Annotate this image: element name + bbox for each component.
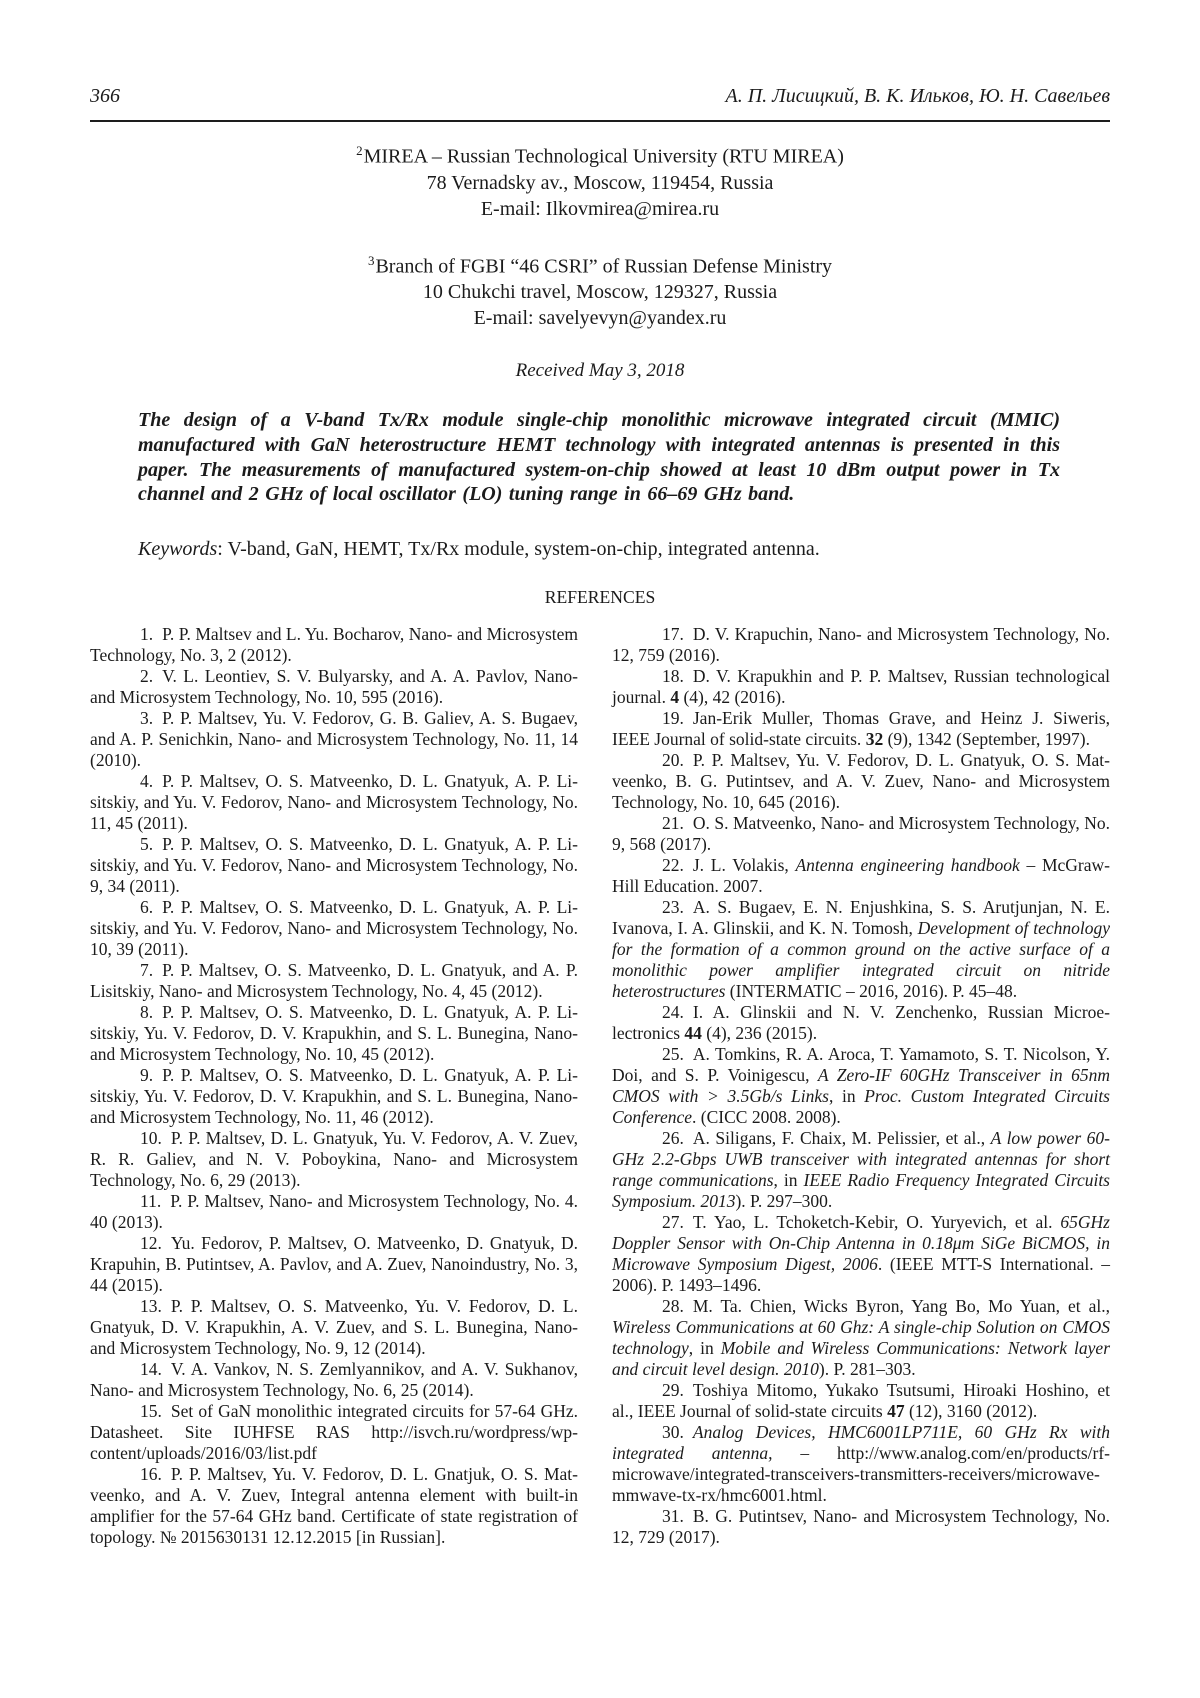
reference-number: 21.: [662, 812, 684, 833]
reference-text: B. G. Putintsev, Nano- and Microsystem Technology, No. 12, 729 (2017).: [612, 1505, 1110, 1547]
reference-text: D. V. Krapukhin and P. P. Maltsev, Russian technological journal.: [612, 665, 1110, 707]
reference-number: 6.: [140, 896, 154, 917]
reference-text: Wireless Communications at 60 Ghz: A single-chip Solution on CMOS technology: [612, 1316, 1110, 1358]
reference-text: (12), 3160 (2012).: [904, 1400, 1038, 1421]
reference-number: 29.: [662, 1379, 684, 1400]
affiliation-email: E-mail: Ilkovmirea@mirea.ru: [480, 197, 720, 220]
reference-text: A Zero-IF 60GHz Transceiver in 65nm CMOS with > 3.5Gb/s Links: [612, 1064, 1110, 1106]
reference-text: Toshiya Mitomo, Yukako Tsutsumi, Hiroaki Hoshino, et al., IEEE Journal of solid-state circuits: [612, 1379, 1110, 1421]
reference-text: P. P. Maltsev, Yu. V. Fedorov, D. L. Gnatjuk, O. S. Matveenko, and A. V. Zuev, Integral antenna element with built-in amplifier for the 57-64 GHz band. Certificate of state registration of topology. № 2015630131 12.12.2015 [in Russian].: [90, 1463, 578, 1547]
reference-text: P. P. Maltsev, O. S. Matveenko, D. L. Gnatyuk, and A. P. Lisitskiy, Nano- and Microsystem Technology, No. 4, 45 (2012).: [90, 959, 578, 1001]
affiliation-email: E-mail: savelyevyn@yandex.ru: [473, 307, 727, 330]
reference-item: [612, 855, 1110, 897]
affiliation-superscript: 3: [367, 252, 375, 268]
reference-text: 65GHz Doppler Sensor with On-Chip Antenna in 0.18μm SiGe BiCMOS, in Microwave Symposium Digest, 2006: [612, 1211, 1110, 1274]
keywords-label: Keywords: [138, 537, 218, 560]
reference-text: Antenna engineering handbook: [795, 854, 1020, 875]
reference-item: [612, 666, 1110, 708]
reference-text: 32: [865, 728, 884, 749]
reference-text: A. Tomkins, R. A. Aroca, T. Yamamoto, S. T. Nicolson, Y. Doi, and S. P. Voinigescu,: [612, 1043, 1110, 1085]
reference-text: T. Yao, L. Tchoketch-Kebir, O. Yuryevich, et al.: [692, 1211, 1061, 1232]
reference-number: 22.: [662, 854, 684, 875]
affiliation-name: [90, 138, 1110, 170]
abstract-paragraph: The design of a V-band Tx/Rx module single-chip monolithic microwave integrated circuit (MMIC) manufactured with GaN heterostructure HEMT technology with integrated antennas is presented in this paper. The measurements of manufactured system-on-chip showed at least 10 dBm output power in Tx channel and 2 GHz of local oscillator (LO) tuning range in 66–69 GHz band.: [138, 409, 1060, 506]
reference-number: 16.: [140, 1463, 162, 1484]
reference-text: 44: [684, 1022, 702, 1043]
reference-text: IEEE Radio Frequency Integrated Circuits Symposium. 2013: [612, 1169, 1110, 1211]
reference-item: [612, 750, 1110, 813]
received-date: Received May 3, 2018: [515, 360, 685, 382]
reference-item: [612, 1296, 1110, 1380]
reference-text: Set of GaN monolithic integrated circuits for 57-64 GHz. Datasheet. Site IUHFSE RAS http://isvch.ru/wordpress/wp-content/uploads/2016/03/list.pdf: [90, 1400, 578, 1463]
reference-number: 26.: [662, 1127, 684, 1148]
reference-item: [90, 897, 578, 960]
affiliation-address: 78 Vernadsky av., Moscow, 119454, Russia: [426, 171, 774, 194]
reference-item: [612, 1506, 1110, 1548]
page-number: 366: [90, 85, 120, 107]
reference-text: . (IEEE MTT-S International. – 2006). P. 1493–1496.: [612, 1253, 1111, 1295]
affiliation-name: [90, 248, 1110, 280]
reference-number: 27.: [662, 1211, 684, 1232]
reference-text: V. L. Leontiev, S. V. Bulyarsky, and A. A. Pavlov, Nano- and Microsystem Technology, No. 10, 595 (2016).: [90, 665, 578, 707]
keywords-text: : V-band, GaN, HEMT, Tx/Rx module, system-on-chip, integrated antenna.: [217, 537, 820, 560]
reference-text: Mobile and Wireless Communications: Network layer and circuit level design. 2010: [612, 1337, 1111, 1379]
reference-text: (4), 42 (2016).: [679, 686, 786, 707]
reference-item: [90, 1233, 578, 1296]
reference-text: – http://www.analog.com/en/products/rf-microwave/integrated-transceivers-transmitters-receivers/microwave-mmwave-tx-rx/hmc6001.html.: [612, 1442, 1111, 1505]
reference-text: P. P. Maltsev, O. S. Matveenko, D. L. Gnatyuk, A. P. Lisitskiy, and Yu. V. Fedorov, Nano- and Microsystem Technology, No. 9, 34 (2011).: [90, 833, 578, 896]
reference-text: Jan-Erik Muller, Thomas Grave, and Heinz J. Siweris, IEEE Journal of solid-state circuits.: [612, 707, 1110, 749]
reference-text: (INTERMATIC – 2016, 2016). P. 45–48.: [725, 980, 1018, 1001]
reference-item: [90, 708, 578, 771]
reference-item: [90, 1464, 578, 1548]
keywords-line: [138, 537, 1060, 561]
reference-text: Proc. Custom Integrated Circuits Conference: [612, 1085, 1110, 1127]
reference-text: Yu. Fedorov, P. Maltsev, O. Matveenko, D. Gnatyuk, D. Krapuhin, B. Putintsev, A. Pavlov, and A. Zuev, Nanoindustry, No. 3, 44 (2015).: [90, 1232, 578, 1295]
reference-number: 4.: [140, 770, 154, 791]
reference-number: 31.: [662, 1505, 684, 1526]
reference-number: 10.: [140, 1127, 162, 1148]
reference-text: I. A. Glinskii and N. V. Zenchenko, Russian Microelectronics: [612, 1001, 1110, 1043]
reference-text: P. P. Maltsev, O. S. Matveenko, D. L. Gnatyuk, A. P. Lisitskiy, Yu. V. Fedorov, D. V. Krapukhin, and S. L. Bunegina, Nano- and Microsystem Technology, No. 11, 46 (2012).: [90, 1064, 578, 1127]
reference-text: P. P. Maltsev, Yu. V. Fedorov, G. B. Galiev, A. S. Bugaev, and A. P. Senichkin, Nano- and Microsystem Technology, No. 11, 14 (2010).: [90, 707, 578, 770]
references-column-right: [612, 624, 1110, 1548]
reference-number: 2.: [140, 665, 154, 686]
reference-item: [612, 708, 1110, 750]
reference-text: P. P. Maltsev, Nano- and Microsystem Technology, No. 4. 40 (2013).: [90, 1190, 578, 1232]
reference-number: 12.: [140, 1232, 162, 1253]
reference-number: 8.: [140, 1001, 154, 1022]
reference-item: [90, 1401, 578, 1464]
reference-number: 13.: [140, 1295, 162, 1316]
reference-text: P. P. Maltsev and L. Yu. Bocharov, Nano- and Microsystem Technology, No. 3, 2 (2012).: [90, 623, 578, 665]
reference-text: D. V. Krapuchin, Nano- and Microsystem Technology, No. 12, 759 (2016).: [612, 623, 1110, 665]
reference-item: [90, 624, 578, 666]
reference-item: [90, 1296, 578, 1359]
reference-number: 7.: [140, 959, 154, 980]
reference-text: Development of technology for the formation of a common ground on the active surface of a monolithic power amplifier integrated circuit on nitride heterostructures: [612, 917, 1110, 1001]
reference-item: [612, 813, 1110, 855]
reference-text: P. P. Maltsev, Yu. V. Fedorov, D. L. Gnatyuk, O. S. Matveenko, B. G. Putintsev, and A. V. Zuev, Nano- and Microsystem Technology, No. 10, 645 (2016).: [612, 749, 1110, 812]
affiliation-block-3: [90, 248, 1110, 332]
reference-number: 9.: [140, 1064, 154, 1085]
reference-item: [90, 1002, 578, 1065]
affiliation-block-2: [90, 138, 1110, 222]
reference-number: 17.: [662, 623, 684, 644]
reference-text: M. Ta. Chien, Wicks Byron, Yang Bo, Mo Yuan, et al.,: [692, 1295, 1110, 1316]
reference-text: Analog Devices, HMC6001LP711E, 60 GHz Rx with integrated antenna,: [612, 1421, 1110, 1463]
reference-number: 28.: [662, 1295, 684, 1316]
references-column-left: [90, 624, 578, 1548]
reference-number: 18.: [662, 665, 684, 686]
reference-item: [90, 1065, 578, 1128]
running-head: [90, 84, 1110, 108]
reference-item: [612, 1044, 1110, 1128]
reference-text: P. P. Maltsev, O. S. Matveenko, D. L. Gnatyuk, A. P. Lisitskiy, Yu. V. Fedorov, D. V. Krapukhin, and S. L. Bunegina, Nano- and Microsystem Technology, No. 10, 45 (2012).: [90, 1001, 578, 1064]
reference-item: [90, 960, 578, 1002]
reference-text: P. P. Maltsev, O. S. Matveenko, D. L. Gnatyuk, A. P. Lisitskiy, and Yu. V. Fedorov, Nano- and Microsystem Technology, No. 10, 39 (2011).: [90, 896, 578, 959]
reference-number: 5.: [140, 833, 154, 854]
reference-text: (9), 1342 (September, 1997).: [883, 728, 1091, 749]
reference-text: (4), 236 (2015).: [701, 1022, 818, 1043]
reference-item: [612, 624, 1110, 666]
references-heading: REFERENCES: [544, 586, 656, 607]
reference-number: 1.: [140, 623, 154, 644]
reference-number: 19.: [662, 707, 684, 728]
reference-number: 30.: [662, 1421, 684, 1442]
reference-text: , in: [828, 1085, 865, 1106]
reference-text: P. P. Maltsev, D. L. Gnatyuk, Yu. V. Fedorov, A. V. Zuev, R. R. Galiev, and N. V. Poboykina, Nano- and Microsystem Technology, No. 6, 29 (2013).: [90, 1127, 578, 1190]
reference-text: – McGraw-Hill Education. 2007.: [612, 854, 1110, 896]
references-columns: [90, 624, 1110, 1548]
reference-item: [612, 1002, 1110, 1044]
reference-number: 15.: [140, 1400, 162, 1421]
reference-number: 11.: [140, 1190, 162, 1211]
affiliation-address: 10 Chukchi travel, Moscow, 129327, Russia: [422, 281, 778, 304]
reference-item: [90, 1359, 578, 1401]
reference-number: 20.: [662, 749, 684, 770]
reference-item: [612, 1128, 1110, 1212]
reference-item: [612, 1212, 1110, 1296]
reference-item: [612, 897, 1110, 1002]
affiliation-line: MIREA – Russian Technological University (RTU MIREA): [363, 145, 844, 168]
reference-item: [90, 834, 578, 897]
reference-item: [612, 1422, 1110, 1506]
reference-text: 4: [670, 686, 680, 707]
running-head-authors: А. П. Лисицкий, В. К. Ильков, Ю. Н. Савельев: [725, 85, 1110, 107]
reference-item: [90, 1191, 578, 1233]
reference-number: 14.: [140, 1358, 162, 1379]
reference-text: ). P. 281–303.: [818, 1358, 916, 1379]
reference-text: 47: [887, 1400, 905, 1421]
reference-number: 25.: [662, 1043, 684, 1064]
reference-text: J. L. Volakis,: [692, 854, 796, 875]
reference-text: P. P. Maltsev, O. S. Matveenko, D. L. Gnatyuk, A. P. Lisitskiy, and Yu. V. Fedorov, Nano- and Microsystem Technology, No. 11, 45 (2011).: [90, 770, 578, 833]
reference-text: V. A. Vankov, N. S. Zemlyannikov, and A. V. Sukhanov, Nano- and Microsystem Technology, No. 6, 25 (2014).: [90, 1358, 578, 1400]
reference-text: A. S. Bugaev, E. N. Enjushkina, S. S. Arutjunjan, N. E. Ivanova, I. A. Glinskii, and K. N. Tomosh,: [612, 896, 1110, 938]
reference-number: 3.: [140, 707, 154, 728]
reference-text: , in: [773, 1169, 804, 1190]
reference-text: A. Siligans, F. Chaix, M. Pelissier, et al.,: [692, 1127, 991, 1148]
reference-text: A low power 60-GHz 2.2-Gbps UWB transceiver with integrated antennas for short range communications: [612, 1127, 1110, 1190]
reference-number: 24.: [662, 1001, 684, 1022]
reference-item: [90, 1128, 578, 1191]
reference-number: 23.: [662, 896, 684, 917]
reference-item: [90, 771, 578, 834]
reference-text: O. S. Matveenko, Nano- and Microsystem Technology, No. 9, 568 (2017).: [612, 812, 1110, 854]
affiliation-superscript: 2: [356, 143, 363, 158]
header-rule: [90, 120, 1110, 122]
reference-item: [90, 666, 578, 708]
reference-text: . (CICC 2008. 2008).: [692, 1106, 841, 1127]
reference-text: ). P. 297–300.: [735, 1190, 833, 1211]
reference-item: [612, 1380, 1110, 1422]
reference-text: P. P. Maltsev, O. S. Matveenko, Yu. V. Fedorov, D. L. Gnatyuk, D. V. Krapukhin, A. V. Zuev, and S. L. Bunegina, Nano- and Microsystem Technology, No. 9, 12 (2014).: [90, 1295, 578, 1358]
reference-text: , in: [688, 1337, 721, 1358]
affiliation-line: Branch of FGBI “46 CSRI” of Russian Defense Ministry: [375, 255, 833, 278]
